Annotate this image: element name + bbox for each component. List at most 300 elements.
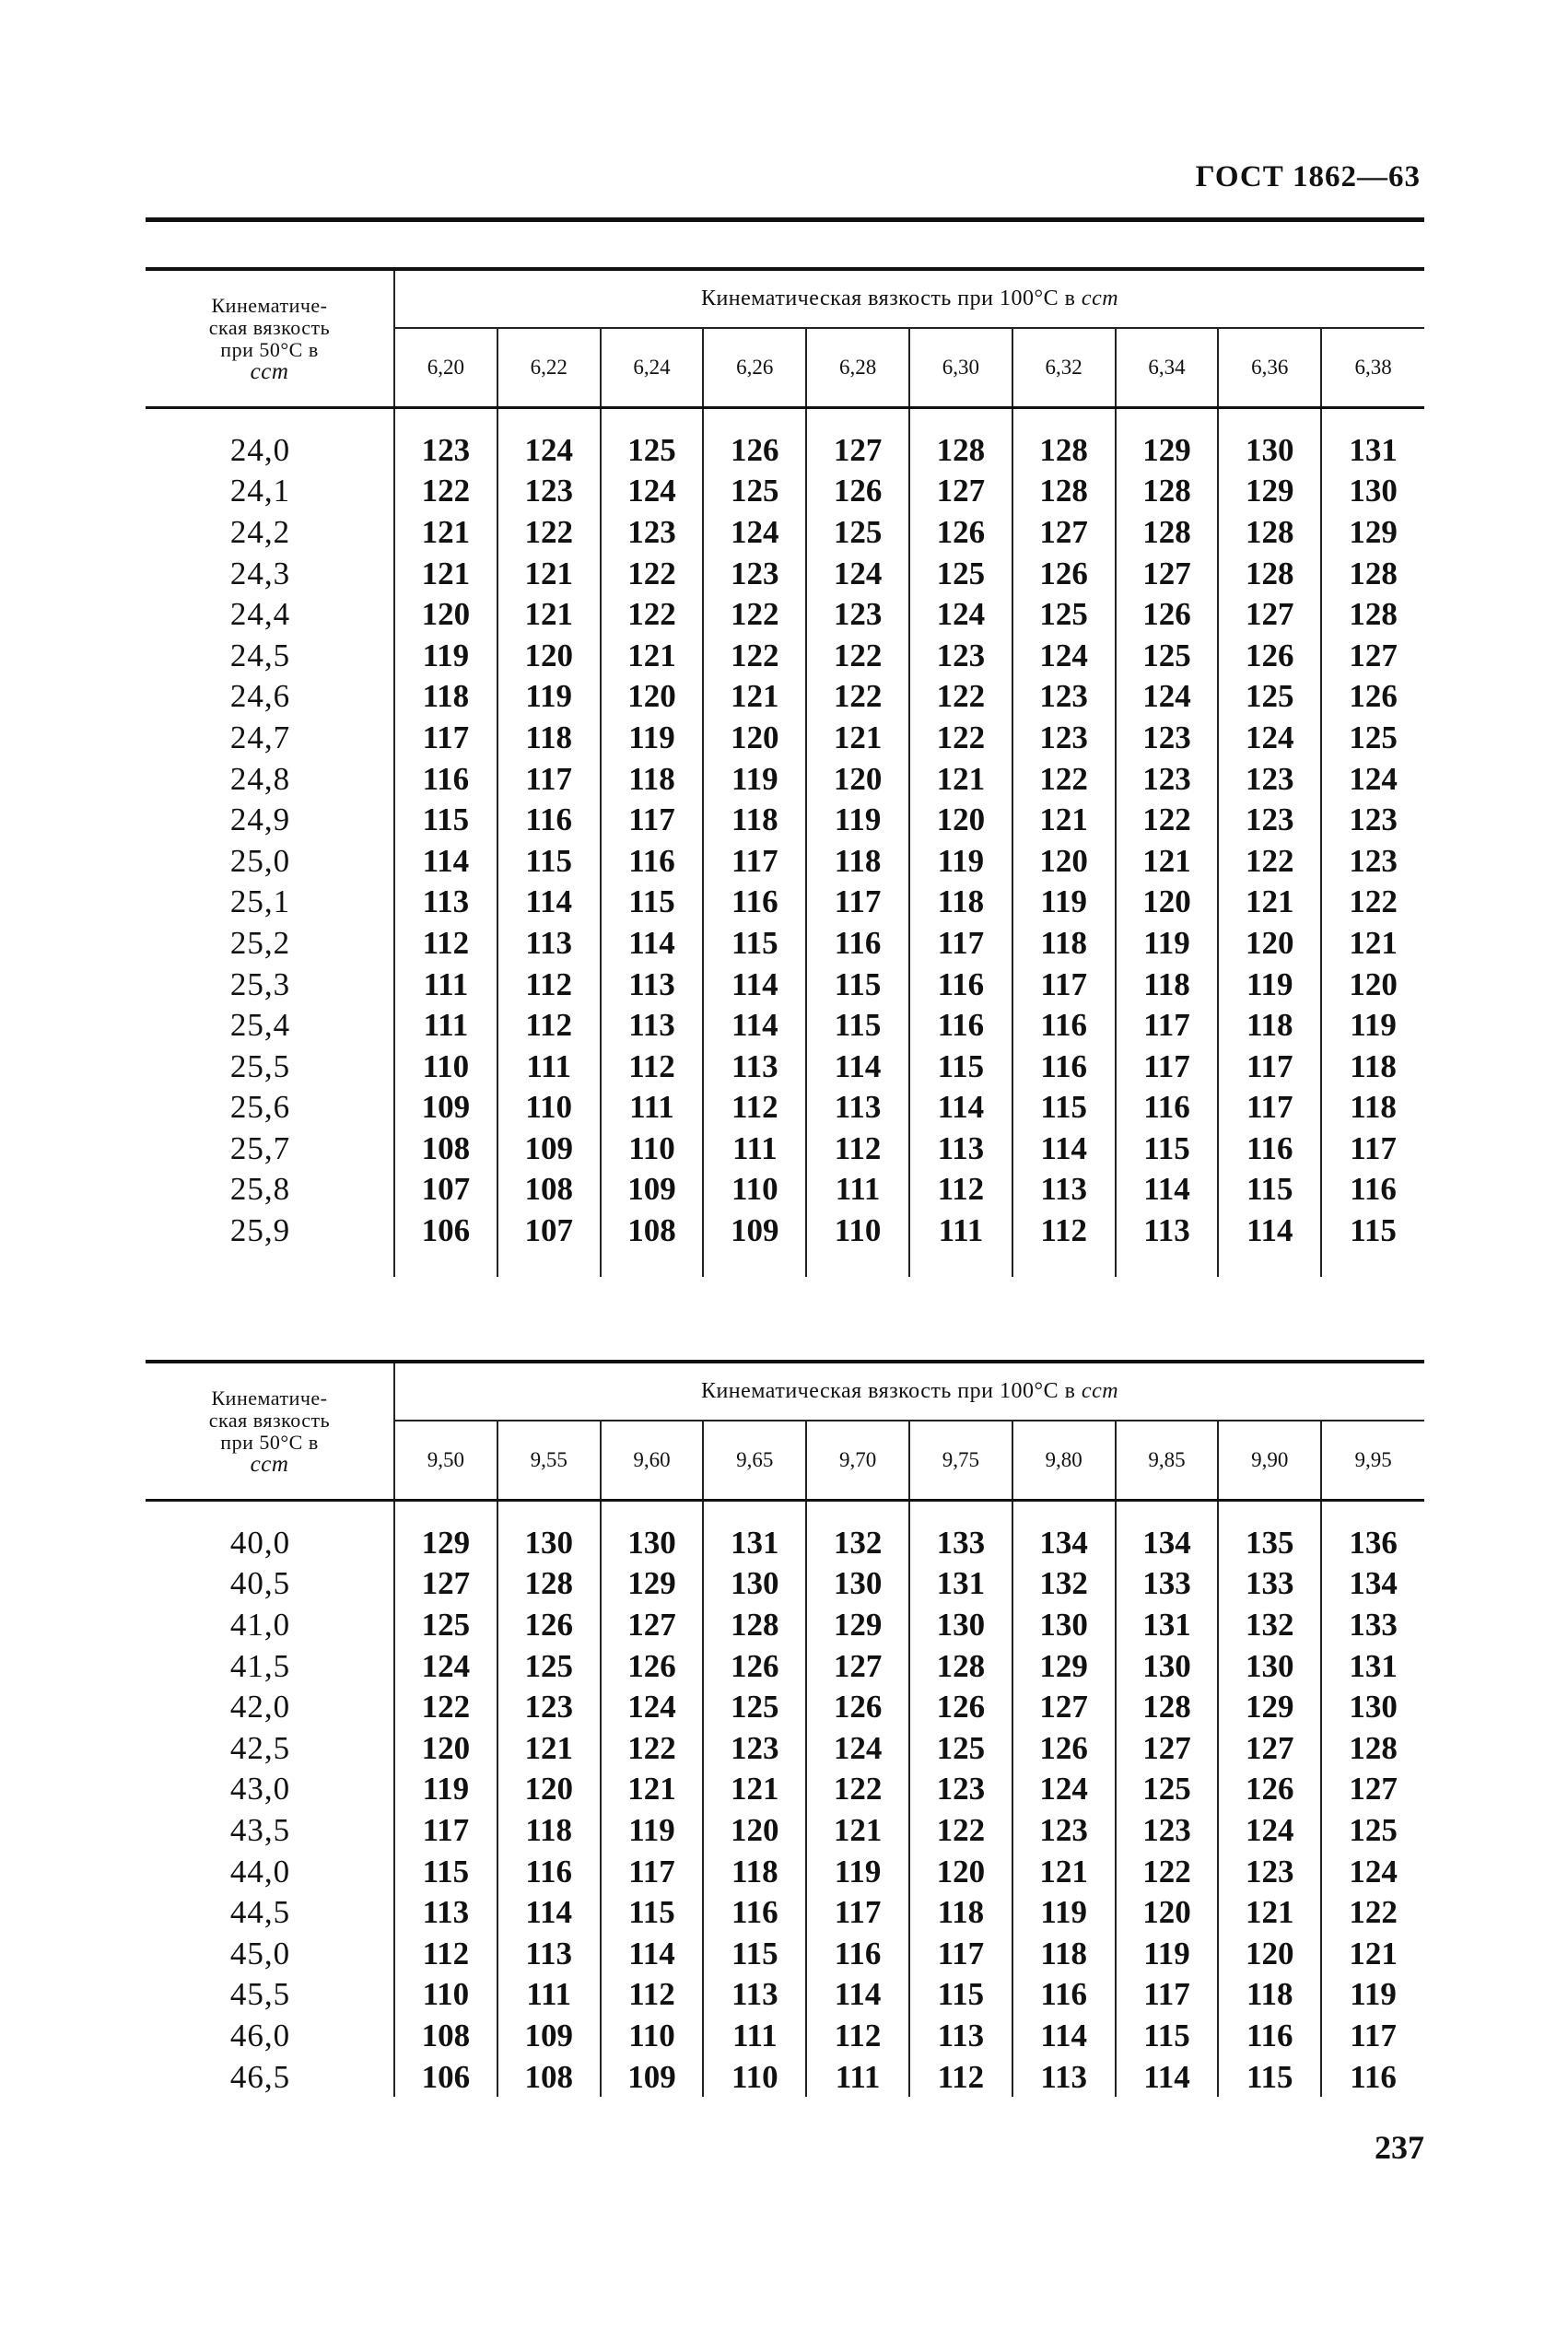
table-row (146, 1169, 1424, 1211)
table-cell: 132 (1012, 1563, 1116, 1605)
table-cell: 125 (1349, 719, 1398, 755)
table-cell: 117 (497, 758, 601, 800)
table-cell: 111 (806, 1169, 909, 1211)
table-cell: 116 (909, 1004, 1012, 1046)
table-row (146, 511, 1424, 553)
column-header: 6,26 (703, 328, 806, 408)
table-cell: 124 (909, 593, 1012, 635)
table-cell: 122 (497, 511, 601, 553)
table-cell: 122 (601, 593, 704, 635)
table-cell: 127 (1218, 1727, 1321, 1769)
table-cell: 126 (1012, 1727, 1116, 1769)
v50-value: 24,3 (146, 553, 394, 594)
table-cell: 123 (1012, 1809, 1116, 1851)
table-cell: 114 (601, 922, 704, 964)
v50-value: 24,0 (146, 429, 394, 471)
table-cell: 113 (703, 1046, 806, 1087)
table-cell: 121 (1349, 1935, 1398, 1971)
table-cell: 120 (497, 1769, 601, 1810)
table-cell: 124 (601, 1686, 704, 1727)
table-cell: 118 (497, 1809, 601, 1851)
table-row (146, 553, 1424, 594)
table-cell: 110 (601, 2015, 704, 2056)
table-cell: 112 (601, 1974, 704, 2016)
table-cell: 136 (1349, 1524, 1398, 1561)
table-cell: 125 (703, 1686, 806, 1727)
table-cell: 120 (1218, 922, 1321, 964)
table-cell: 118 (394, 676, 497, 718)
table-cell: 126 (806, 471, 909, 512)
table-cell: 114 (806, 1046, 909, 1087)
row-header-line: Кинематиче- (211, 293, 328, 317)
table-cell: 115 (806, 1004, 909, 1046)
row-header (146, 271, 394, 408)
table-cell: 121 (806, 1809, 909, 1851)
table-cell: 124 (1012, 1769, 1116, 1810)
table-row (146, 922, 1424, 964)
table-cell: 122 (806, 635, 909, 676)
table-cell: 117 (1218, 1046, 1321, 1087)
viscosity-table-1 (146, 267, 1424, 1277)
table-cell: 114 (497, 1891, 601, 1933)
table-cell: 117 (1116, 1974, 1219, 2016)
table-cell: 130 (1349, 473, 1398, 509)
table-cell: 115 (703, 922, 806, 964)
table-cell: 131 (1349, 431, 1398, 468)
table-cell: 117 (1116, 1004, 1219, 1046)
table-cell: 127 (1012, 1686, 1116, 1727)
table-cell: 120 (394, 1727, 497, 1769)
table-cell: 110 (394, 1974, 497, 2016)
table-cell: 113 (601, 964, 704, 1005)
table-cell: 125 (394, 1604, 497, 1645)
table-cell: 122 (806, 1769, 909, 1810)
table-cell: 111 (497, 1974, 601, 2016)
table-cell: 130 (909, 1604, 1012, 1645)
table-cell: 126 (806, 1686, 909, 1727)
table-cell: 130 (1116, 1645, 1219, 1687)
table-cell: 129 (1218, 1686, 1321, 1727)
table-cell: 126 (909, 511, 1012, 553)
table-cell: 120 (497, 635, 601, 676)
table-cell: 116 (1350, 2058, 1397, 2095)
table-cell: 123 (394, 429, 497, 471)
table-cell: 113 (1012, 2056, 1116, 2098)
table-cell: 129 (806, 1604, 909, 1645)
table-cell: 127 (1349, 1771, 1398, 1807)
table-cell: 125 (497, 1645, 601, 1687)
table-cell: 111 (909, 1210, 1012, 1251)
table-row (146, 429, 1424, 471)
table-cell: 122 (909, 676, 1012, 718)
table-cell: 128 (497, 1563, 601, 1605)
table-cell: 128 (703, 1604, 806, 1645)
table-cell: 119 (1012, 1891, 1116, 1933)
table-cell: 120 (394, 593, 497, 635)
column-header: 9,50 (394, 1421, 497, 1501)
table-cell: 131 (1116, 1604, 1219, 1645)
v50-value: 25,7 (146, 1128, 394, 1169)
table-row (146, 799, 1424, 840)
table-cell: 112 (497, 1004, 601, 1046)
table-cell: 123 (703, 553, 806, 594)
table-cell: 125 (1218, 676, 1321, 718)
table-cell: 124 (394, 1645, 497, 1687)
table-cell: 123 (1349, 801, 1398, 838)
table-row (146, 758, 1424, 800)
table-cell: 117 (394, 717, 497, 758)
table-cell: 130 (497, 1522, 601, 1563)
table-cell: 126 (703, 429, 806, 471)
table-cell: 123 (909, 635, 1012, 676)
column-header: 6,34 (1116, 328, 1219, 408)
table-cell: 112 (497, 964, 601, 1005)
table-cell: 116 (1012, 1046, 1116, 1087)
v50-value: 24,2 (146, 511, 394, 553)
table-cell: 110 (394, 1046, 497, 1087)
table-row (146, 1769, 1424, 1810)
table-cell: 116 (806, 922, 909, 964)
table-cell: 122 (1349, 1894, 1398, 1931)
table-cell: 109 (703, 1210, 806, 1251)
table-cell: 128 (909, 1645, 1012, 1687)
table-cell: 116 (1218, 2015, 1321, 2056)
table-cell: 123 (1012, 717, 1116, 758)
table-cell: 126 (1116, 593, 1219, 635)
table-cell: 118 (806, 840, 909, 882)
table-cell: 115 (1012, 1087, 1116, 1129)
table-cell: 120 (703, 1809, 806, 1851)
table-row (146, 1046, 1424, 1087)
table-cell: 122 (806, 676, 909, 718)
table-cell: 118 (1012, 1933, 1116, 1974)
row-header-line: ская вязкость (208, 315, 331, 339)
table-cell: 118 (1350, 1047, 1397, 1084)
table-cell: 112 (394, 922, 497, 964)
column-header: 9,75 (909, 1421, 1012, 1501)
table-cell: 128 (1116, 511, 1219, 553)
row-header-line: ская вязкость (208, 1408, 331, 1432)
table-cell: 126 (497, 1604, 601, 1645)
table-cell: 128 (909, 429, 1012, 471)
table-cell: 121 (703, 676, 806, 718)
v50-value: 24,7 (146, 717, 394, 758)
table-cell: 118 (1012, 922, 1116, 964)
table-cell: 124 (1116, 676, 1219, 718)
table-cell: 130 (1218, 1645, 1321, 1687)
table-cell: 112 (909, 2056, 1012, 2098)
table-cell: 118 (1350, 1089, 1397, 1126)
table-cell: 133 (909, 1522, 1012, 1563)
table-cell: 111 (497, 1046, 601, 1087)
table-cell: 129 (394, 1522, 497, 1563)
table-cell: 113 (394, 882, 497, 923)
table-row (146, 1851, 1424, 1892)
column-header: 6,30 (909, 328, 1012, 408)
table-cell: 114 (806, 1974, 909, 2016)
table-cell: 112 (909, 1169, 1012, 1211)
table-row (146, 1933, 1424, 1974)
table-cell: 130 (601, 1522, 704, 1563)
table-cell: 111 (394, 964, 497, 1005)
column-group-unit: сст (1081, 1379, 1119, 1403)
header-row (146, 1363, 1424, 1421)
table-cell: 134 (1012, 1522, 1116, 1563)
table-cell: 119 (1116, 1933, 1219, 1974)
table-cell: 130 (1218, 429, 1321, 471)
v50-value: 25,5 (146, 1046, 394, 1087)
v50-value: 44,0 (146, 1851, 394, 1892)
table-cell: 117 (601, 1851, 704, 1892)
table-cell: 132 (1218, 1604, 1321, 1645)
table-cell: 127 (909, 471, 1012, 512)
table-cell: 113 (497, 1933, 601, 1974)
table-cell: 128 (1012, 471, 1116, 512)
table-cell: 125 (601, 429, 704, 471)
table-cell: 119 (601, 1809, 704, 1851)
table-cell: 109 (497, 1128, 601, 1169)
table-cell: 122 (703, 635, 806, 676)
table-cell: 127 (601, 1604, 704, 1645)
table-cell: 108 (601, 1210, 704, 1251)
table-cell: 117 (601, 799, 704, 840)
v50-value: 24,1 (146, 471, 394, 512)
table-cell: 116 (909, 964, 1012, 1005)
table-cell: 119 (1350, 1007, 1397, 1044)
table-cell: 132 (806, 1522, 909, 1563)
table-cell: 126 (703, 1645, 806, 1687)
column-group-header (394, 271, 1424, 328)
table-cell: 107 (394, 1169, 497, 1211)
table-cell: 114 (909, 1087, 1012, 1129)
table-cell: 113 (909, 1128, 1012, 1169)
table-cell: 120 (1012, 840, 1116, 882)
v50-value: 25,0 (146, 840, 394, 882)
column-header: 9,70 (806, 1421, 909, 1501)
table-cell: 121 (1218, 882, 1321, 923)
table-cell: 116 (601, 840, 704, 882)
table-cell: 117 (703, 840, 806, 882)
column-header: 9,65 (703, 1421, 806, 1501)
table-cell: 121 (394, 511, 497, 553)
table-cell: 128 (1012, 429, 1116, 471)
table-cell: 130 (1349, 1689, 1398, 1726)
table-cell: 123 (497, 471, 601, 512)
table-cell: 122 (1349, 883, 1398, 920)
table-row (146, 1563, 1424, 1605)
table-cell: 108 (394, 1128, 497, 1169)
table-cell: 114 (1012, 1128, 1116, 1169)
table-cell: 129 (1116, 429, 1219, 471)
table-cell: 113 (394, 1891, 497, 1933)
table-cell: 123 (1116, 758, 1219, 800)
table-cell: 129 (1218, 471, 1321, 512)
table-cell: 121 (806, 717, 909, 758)
column-header: 9,55 (497, 1421, 601, 1501)
table-cell: 115 (806, 964, 909, 1005)
table-cell: 109 (497, 2015, 601, 2056)
v50-value: 25,6 (146, 1087, 394, 1129)
v50-value: 42,0 (146, 1686, 394, 1727)
table-row (146, 1809, 1424, 1851)
v50-value: 25,1 (146, 882, 394, 923)
table-cell: 118 (909, 882, 1012, 923)
table-cell: 122 (703, 593, 806, 635)
table-row (146, 2056, 1424, 2098)
table-cell: 110 (497, 1087, 601, 1129)
table-cell: 117 (806, 1891, 909, 1933)
table-cell: 111 (601, 1087, 704, 1129)
table-cell: 115 (909, 1974, 1012, 2016)
table-cell: 121 (601, 1769, 704, 1810)
table-cell: 117 (394, 1809, 497, 1851)
table-cell: 116 (1012, 1004, 1116, 1046)
table-cell: 108 (497, 1169, 601, 1211)
table-row (146, 1686, 1424, 1727)
table-cell: 120 (806, 758, 909, 800)
table-cell: 114 (394, 840, 497, 882)
v50-value: 24,6 (146, 676, 394, 718)
v50-value: 25,4 (146, 1004, 394, 1046)
v50-value: 41,5 (146, 1645, 394, 1687)
table-cell: 112 (806, 1128, 909, 1169)
table-cell: 112 (703, 1087, 806, 1129)
table-cell: 127 (1012, 511, 1116, 553)
table-cell: 118 (497, 717, 601, 758)
table-cell: 107 (497, 1210, 601, 1251)
table-cell: 117 (806, 882, 909, 923)
table-cell: 111 (394, 1004, 497, 1046)
table-cell: 127 (806, 429, 909, 471)
table-cell: 119 (601, 717, 704, 758)
table-cell: 126 (601, 1645, 704, 1687)
v50-value: 45,5 (146, 1974, 394, 2016)
table-cell: 128 (1116, 1686, 1219, 1727)
table-cell: 109 (601, 2056, 704, 2098)
table-cell: 109 (601, 1169, 704, 1211)
table-cell: 114 (1012, 2015, 1116, 2056)
row-header-line: при 50°С в (220, 337, 319, 361)
table-cell: 119 (1350, 1976, 1397, 2013)
table-cell: 125 (1116, 1769, 1219, 1810)
table-cell: 123 (806, 593, 909, 635)
table-cell: 123 (1218, 758, 1321, 800)
header-rule (146, 217, 1424, 222)
v50-value: 24,5 (146, 635, 394, 676)
table-cell: 123 (1012, 676, 1116, 718)
table-cell: 121 (1012, 1851, 1116, 1892)
table-cell: 124 (601, 471, 704, 512)
table-cell: 116 (1350, 1171, 1397, 1208)
table-cell: 127 (394, 1563, 497, 1605)
table-cell: 131 (703, 1522, 806, 1563)
table-cell: 134 (1349, 1565, 1398, 1602)
table-cell: 123 (1218, 1851, 1321, 1892)
table-cell: 120 (909, 799, 1012, 840)
table-cell: 115 (1218, 1169, 1321, 1211)
column-header: 6,28 (806, 328, 909, 408)
table-cell: 116 (1012, 1974, 1116, 2016)
table-cell: 123 (601, 511, 704, 553)
column-group-unit: сст (1081, 287, 1119, 310)
table-cell: 125 (1116, 635, 1219, 676)
table-cell: 117 (1116, 1046, 1219, 1087)
table-cell: 129 (1349, 513, 1398, 550)
table-cell: 133 (1349, 1606, 1398, 1643)
table-cell: 119 (1012, 882, 1116, 923)
table-cell: 115 (1116, 1128, 1219, 1169)
v50-value: 41,0 (146, 1604, 394, 1645)
table-cell: 133 (1116, 1563, 1219, 1605)
table-cell: 131 (909, 1563, 1012, 1605)
table-cell: 115 (394, 799, 497, 840)
table-cell: 126 (1012, 553, 1116, 594)
table-cell: 117 (909, 1933, 1012, 1974)
table-cell: 124 (1218, 717, 1321, 758)
table-cell: 134 (1116, 1522, 1219, 1563)
table-cell: 122 (394, 1686, 497, 1727)
table-cell: 135 (1218, 1522, 1321, 1563)
table-cell: 123 (1218, 799, 1321, 840)
standard-code: ГОСТ 1862—63 (1195, 160, 1421, 193)
table-cell: 111 (703, 1128, 806, 1169)
page-number: 237 (1375, 2129, 1424, 2166)
table-cell: 128 (1349, 555, 1398, 591)
table-cell: 113 (806, 1087, 909, 1129)
table-cell: 108 (497, 2056, 601, 2098)
v50-value: 24,9 (146, 799, 394, 840)
column-header: 9,80 (1012, 1421, 1116, 1501)
table-cell: 120 (1116, 1891, 1219, 1933)
table-cell: 115 (1350, 1212, 1397, 1249)
table-cell: 120 (1116, 882, 1219, 923)
table-cell: 115 (394, 1851, 497, 1892)
table-cell: 113 (909, 2015, 1012, 2056)
table-cell: 128 (1116, 471, 1219, 512)
table-cell: 121 (601, 635, 704, 676)
table-cell: 125 (1012, 593, 1116, 635)
table-cell: 113 (703, 1974, 806, 2016)
table-row (146, 676, 1424, 718)
table-cell: 123 (1116, 717, 1219, 758)
table-cell: 113 (497, 922, 601, 964)
table-cell: 117 (1012, 964, 1116, 1005)
table-cell: 121 (1012, 799, 1116, 840)
table-cell: 125 (909, 553, 1012, 594)
table-row (146, 1645, 1424, 1687)
table-cell: 130 (703, 1563, 806, 1605)
table-cell: 120 (601, 676, 704, 718)
table-cell: 115 (601, 882, 704, 923)
table-cell: 126 (909, 1686, 1012, 1727)
table-cell: 127 (1349, 637, 1398, 673)
table-cell: 127 (1218, 593, 1321, 635)
table-cell: 109 (394, 1087, 497, 1129)
v50-value: 40,0 (146, 1522, 394, 1563)
table-cell: 119 (394, 635, 497, 676)
row-header-unit: сст (250, 358, 289, 384)
table-row (146, 882, 1424, 923)
table-cell: 111 (806, 2056, 909, 2098)
table-cell: 115 (909, 1046, 1012, 1087)
table-cell: 114 (601, 1933, 704, 1974)
table-cell: 128 (1218, 553, 1321, 594)
table-cell: 124 (703, 511, 806, 553)
table-cell: 116 (703, 882, 806, 923)
table-cell: 122 (601, 1727, 704, 1769)
table-cell: 118 (1218, 1974, 1321, 2016)
table-cell: 112 (806, 2015, 909, 2056)
